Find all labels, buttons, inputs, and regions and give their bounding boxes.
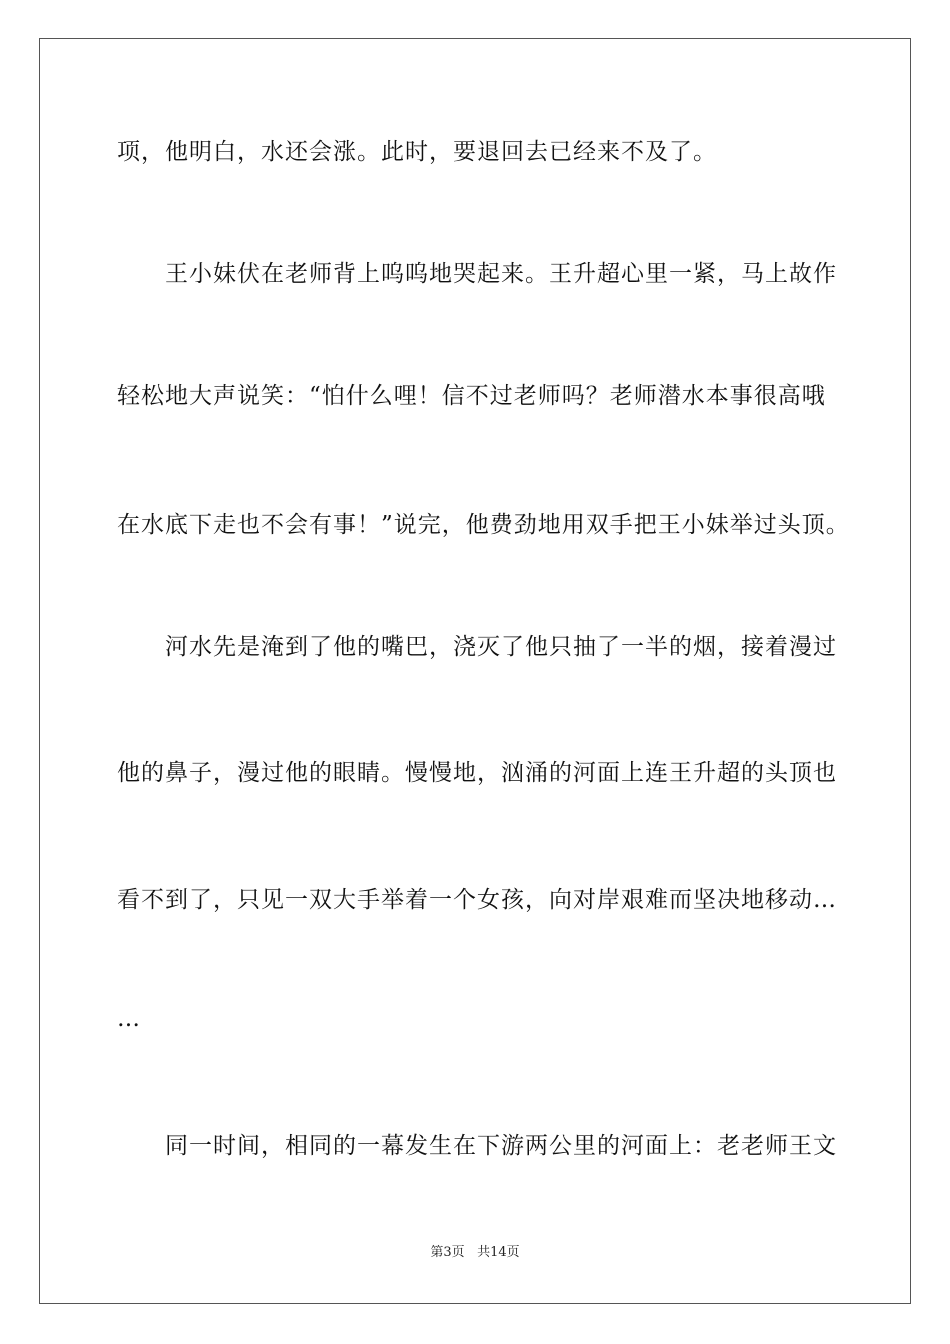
page-footer: [0, 1244, 950, 1262]
page-frame: [39, 38, 911, 1304]
body-text-line: 项，他明白，水还会涨。此时，要退回去已经来不及了。: [117, 139, 717, 165]
body-text-line: 轻松地大声说笑：“怕什么哩！信不过老师吗？老师潜水本事很高哦: [117, 383, 826, 409]
body-text-line: 在水底下走也不会有事！”说完，他费劲地用双手把王小妹举过头顶。: [117, 512, 850, 538]
body-text-line: 王小妹伏在老师背上呜呜地哭起来。王升超心里一紧，马上故作: [165, 261, 837, 287]
body-text-line: 看不到了，只见一双大手举着一个女孩，向对岸艰难而坚决地移动…: [117, 887, 837, 913]
body-text-line: 同一时间，相同的一幕发生在下游两公里的河面上：老老师王文: [165, 1133, 837, 1159]
body-text-line: 他的鼻子，漫过他的眼睛。慢慢地，汹涌的河面上连王升超的头顶也: [117, 760, 837, 786]
page-number: 第3页: [430, 1245, 465, 1260]
body-text-line: …: [117, 1006, 141, 1032]
body-text-line: 河水先是淹到了他的嘴巴，浇灭了他只抽了一半的烟，接着漫过: [165, 634, 837, 660]
page-total: 共14页: [477, 1245, 520, 1260]
